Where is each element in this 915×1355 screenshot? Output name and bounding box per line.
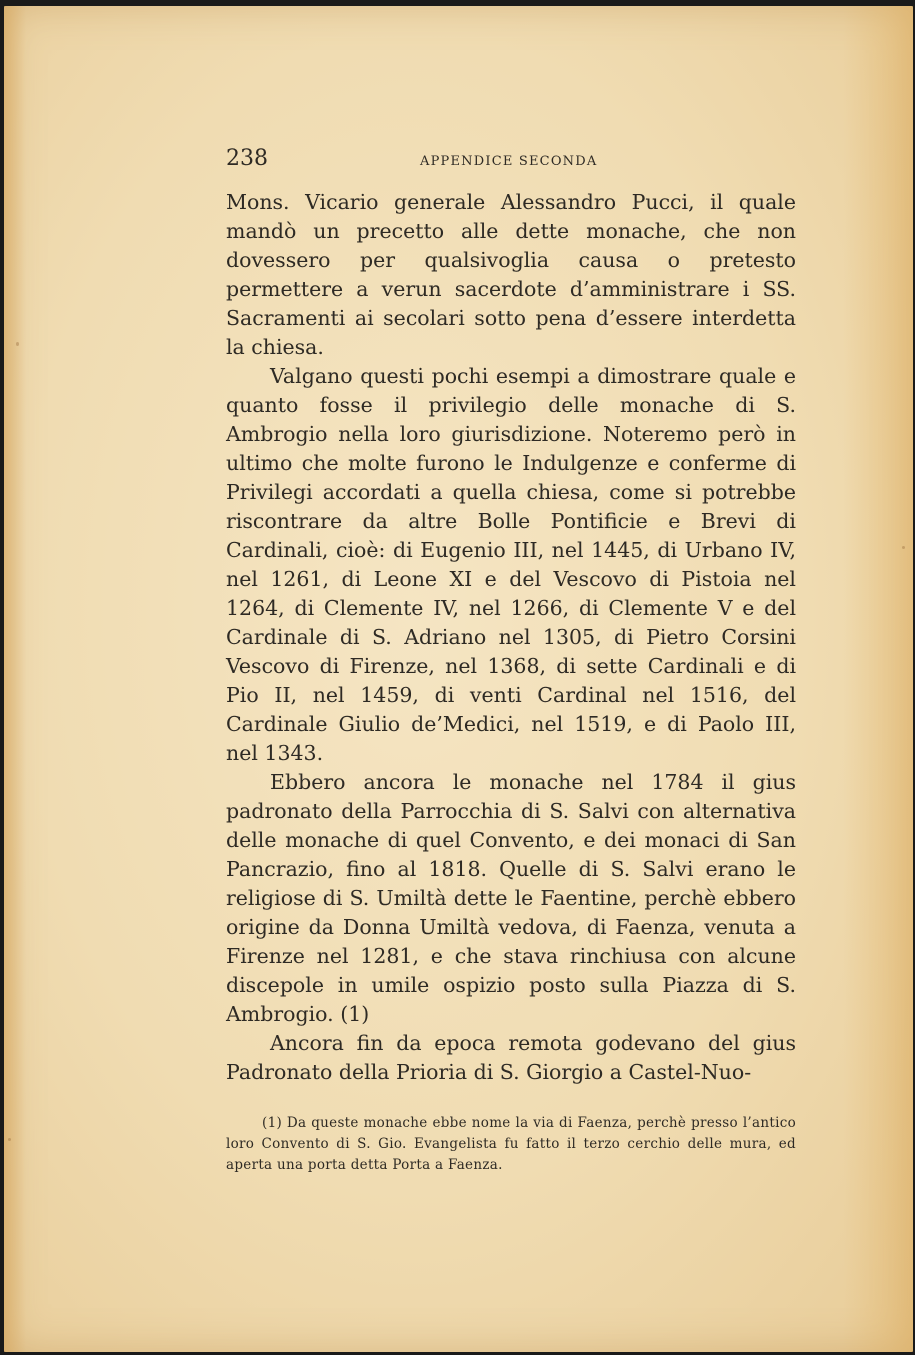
paragraph-patronage-s-salvi: Ebbero ancora le monache nel 1784 il gius padronato della Parrocchia di S. Salvi con alternativa delle monache di quel Convento, e dei monaci di San Pancrazio, fino al 1818. Quelle di S. Salvi erano le religiose di S. Umiltà dette le Faentine, perchè ebbero origine da Donna Umiltà vedova, di Faenza, venuta a Firenze nel 1281, e che stava rinchiusa con alcune discepole in umile ospizio posto sulla Piazza di S. Ambrogio. (1) xyxy=(226,770,796,1026)
footnote: (1) Da queste monache ebbe nome la via di Faenza, perchè presso l’antico loro Convento di S. Gio. Evangelista fu fatto il terzo cerchio delle mura, ed aperta una porta detta Porta a Faenza. xyxy=(226,1115,796,1173)
footnote-spacer xyxy=(226,1087,796,1113)
page-header xyxy=(226,146,796,174)
paragraph-continued: Mons. Vicario generale Alessandro Pucci, il quale mandò un precetto alle dette monache, che non dovessero per qualsivoglia causa o pretesto permettere a verun sacerdote d’amministrare i SS. Sacramenti ai secolari sotto pena d’essere interdetta la chiesa. xyxy=(226,190,796,359)
foxing-spot xyxy=(8,1138,11,1141)
foxing-spot xyxy=(902,546,905,549)
page-left-edge-shading xyxy=(4,6,26,1352)
running-title: APPENDICE SECONDA xyxy=(420,154,598,169)
book-page xyxy=(4,6,913,1352)
page-content xyxy=(226,146,796,1176)
foxing-spot xyxy=(16,342,19,346)
page-right-edge-shading xyxy=(843,6,913,1352)
paragraph-prioria-s-giorgio: Ancora fin da epoca remota godevano del gius Padronato della Prioria di S. Giorgio a Castel-Nuo- xyxy=(226,1031,796,1084)
paragraph-privileges: Valgano questi pochi esempi a dimostrare quale e quanto fosse il privilegio delle monache di S. Ambrogio nella loro giurisdizione. Noteremo però in ultimo che molte furono le Indulgenze e conferme di Privilegi accordati a quella chiesa, come si potrebbe riscontrare da altre Bolle Pontificie e Brevi di Cardinali, cioè: di Eugenio III, nel 1445, di Urbano IV, nel 1261, di Leone XI e del Vescovo di Pistoia nel 1264, di Clemente IV, nel 1266, di Clemente V e del Cardinale di S. Adriano nel 1305, di Pietro Corsini Vescovo di Firenze, nel 1368, di sette Cardinali e di Pio II, nel 1459, di venti Cardinal nel 1516, del Cardinale Giulio de’Medici, nel 1519, e di Paolo III, nel 1343. xyxy=(226,364,796,765)
page-number: 238 xyxy=(226,146,268,171)
